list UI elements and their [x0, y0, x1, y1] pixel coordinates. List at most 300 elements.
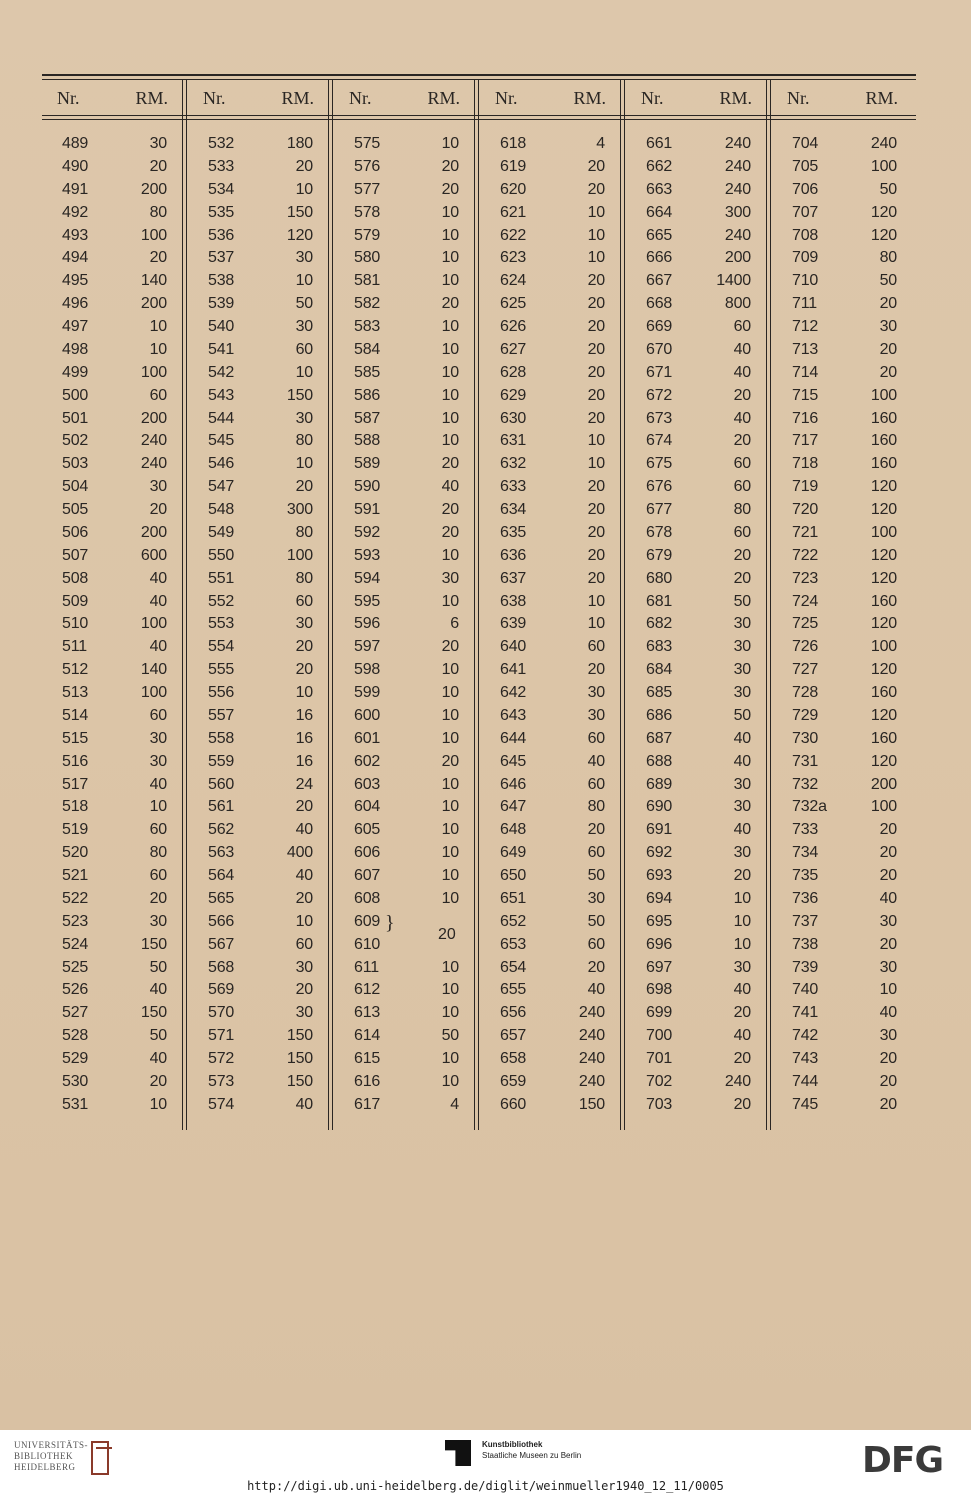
header-nr: Nr. — [349, 88, 372, 108]
table-row — [42, 225, 182, 248]
price-value: 80 — [149, 844, 167, 862]
price-value: 30 — [295, 615, 313, 633]
price-value: 80 — [587, 798, 605, 816]
lot-number: 515 — [62, 729, 89, 747]
table-row — [334, 819, 474, 842]
lot-number: 696 — [646, 935, 673, 953]
price-value: 40 — [733, 729, 751, 747]
price-value: 200 — [140, 180, 167, 198]
lot-number: 504 — [62, 478, 89, 496]
table-row — [42, 957, 182, 980]
price-value: 240 — [724, 226, 751, 244]
table-row — [480, 1002, 620, 1025]
table-row — [626, 270, 766, 293]
price-value: 10 — [441, 889, 459, 907]
lot-number: 629 — [500, 386, 527, 404]
price-value: 240 — [140, 455, 167, 473]
lot-number: 541 — [208, 340, 235, 358]
price-value: 60 — [733, 478, 751, 496]
price-value: 40 — [149, 592, 167, 610]
price-value: 30 — [733, 684, 751, 701]
table-row — [42, 682, 182, 705]
price-value: 240 — [724, 1072, 751, 1090]
price-value: 20 — [587, 821, 605, 839]
price-value: 20 — [441, 180, 459, 198]
table-row — [42, 339, 182, 362]
price-value: 20 — [441, 501, 459, 518]
lot-number: 563 — [208, 844, 235, 862]
price-value: 80 — [295, 432, 313, 450]
lot-number: 600 — [354, 706, 381, 724]
lot-number: 513 — [62, 684, 89, 701]
lot-number: 677 — [646, 501, 673, 518]
price-value: 20 — [295, 478, 313, 496]
price-value: 20 — [587, 340, 605, 358]
lot-number: 585 — [354, 363, 381, 381]
lot-number: 689 — [646, 775, 673, 793]
table-row — [480, 385, 620, 408]
price-value: 100 — [870, 638, 897, 656]
table-row — [480, 957, 620, 980]
lot-number: 728 — [792, 684, 819, 701]
lot-number: 672 — [646, 386, 673, 404]
price-value: 40 — [733, 821, 751, 839]
table-row — [42, 247, 182, 270]
price-value: 100 — [140, 615, 167, 633]
price-value: 150 — [286, 1050, 313, 1067]
lot-number: 684 — [646, 661, 673, 679]
price-value: 20 — [587, 501, 605, 518]
price-value: 40 — [149, 1050, 167, 1067]
lot-number: 519 — [62, 821, 89, 839]
price-value: 240 — [578, 1050, 605, 1067]
price-value: 30 — [879, 1027, 897, 1045]
table-row — [772, 453, 912, 476]
lot-number: 654 — [500, 958, 527, 976]
lot-number: 666 — [646, 249, 673, 267]
lot-number: 502 — [62, 432, 89, 450]
lot-number: 691 — [646, 821, 673, 839]
kunstbibliothek-label — [482, 1439, 581, 1461]
price-value: 150 — [286, 1072, 313, 1090]
table-row — [626, 911, 766, 934]
price-value: 60 — [295, 935, 313, 953]
table-row — [188, 1025, 328, 1048]
price-value: 40 — [295, 821, 313, 839]
table-row — [334, 362, 474, 385]
lot-number: 743 — [792, 1050, 819, 1067]
table-row — [626, 385, 766, 408]
table-row — [626, 796, 766, 819]
price-value: 40 — [295, 867, 313, 884]
price-value: 100 — [870, 523, 897, 541]
price-value: 80 — [295, 523, 313, 541]
table-row — [772, 156, 912, 179]
price-value: 150 — [286, 1027, 313, 1045]
price-value: 10 — [441, 363, 459, 381]
table-row — [42, 1025, 182, 1048]
lot-number: 724 — [792, 592, 819, 610]
price-value: 10 — [149, 340, 167, 358]
table-row — [626, 591, 766, 614]
lot-number: 634 — [500, 501, 527, 518]
lot-number: 685 — [646, 684, 673, 701]
lot-number: 611 — [354, 958, 379, 976]
price-value: 20 — [733, 432, 751, 450]
table-row — [772, 705, 912, 728]
source-url[interactable]: http://digi.ub.uni-heidelberg.de/diglit/weinmueller1940_12_11/0005 — [247, 1479, 724, 1493]
table-row — [480, 339, 620, 362]
table-row — [188, 453, 328, 476]
table-row — [334, 156, 474, 179]
price-value: 30 — [149, 912, 167, 930]
price-value: 600 — [140, 546, 167, 564]
price-value: 150 — [286, 386, 313, 404]
price-column — [480, 82, 620, 1117]
price-value: 16 — [295, 729, 313, 747]
table-row — [42, 202, 182, 225]
price-value: 20 — [879, 363, 897, 381]
lot-number: 534 — [208, 180, 235, 198]
lot-number: 717 — [792, 432, 819, 450]
table-row — [772, 522, 912, 545]
lot-number: 592 — [354, 523, 381, 541]
table-row — [480, 979, 620, 1002]
table-row — [334, 133, 474, 156]
column-separator — [182, 80, 187, 1130]
price-value: 20 — [587, 157, 605, 175]
price-value: 120 — [870, 226, 897, 244]
table-row — [480, 316, 620, 339]
table-row — [42, 179, 182, 202]
lot-number: 719 — [792, 478, 819, 496]
lot-number: 639 — [500, 615, 527, 633]
lot-number: 599 — [354, 684, 381, 701]
table-row — [480, 934, 620, 957]
lot-number: 540 — [208, 318, 235, 335]
table-row — [188, 1048, 328, 1071]
lot-number: 559 — [208, 752, 235, 770]
table-row — [188, 339, 328, 362]
lot-number: 710 — [792, 272, 819, 290]
table-row — [188, 728, 328, 751]
table-row — [772, 339, 912, 362]
price-value: 240 — [578, 1072, 605, 1090]
lot-number: 645 — [500, 752, 527, 770]
price-value: 30 — [295, 409, 313, 427]
lot-number: 619 — [500, 157, 527, 175]
table-row — [188, 293, 328, 316]
price-value: 16 — [295, 752, 313, 770]
lot-number: 667 — [646, 272, 673, 290]
lot-number: 544 — [208, 409, 235, 427]
price-value: 20 — [879, 1095, 897, 1113]
lot-number: 530 — [62, 1072, 89, 1090]
price-value: 4 — [596, 135, 605, 152]
lot-number: 491 — [62, 180, 89, 198]
lot-number: 623 — [500, 249, 527, 267]
price-value: 10 — [441, 409, 459, 427]
price-value: 10 — [149, 798, 167, 816]
lot-number: 688 — [646, 752, 673, 770]
lot-number: 551 — [208, 569, 235, 587]
table-row — [334, 591, 474, 614]
price-value: 100 — [870, 798, 897, 816]
price-value: 4 — [450, 1095, 459, 1113]
table-row — [42, 1071, 182, 1094]
price-column — [772, 82, 912, 1117]
lot-number: 649 — [500, 844, 527, 862]
lot-number: 521 — [62, 867, 89, 884]
table-row — [334, 453, 474, 476]
bracket-609-610: } — [385, 912, 395, 934]
table-row — [626, 842, 766, 865]
university-seal-icon — [88, 1438, 116, 1478]
table-row — [772, 545, 912, 568]
table-row — [42, 1002, 182, 1025]
lot-number: 745 — [792, 1095, 819, 1113]
table-row — [772, 430, 912, 453]
table-row — [188, 385, 328, 408]
price-value: 20 — [879, 935, 897, 953]
price-value: 20 — [587, 478, 605, 496]
price-value: 400 — [286, 844, 313, 862]
column-header — [480, 82, 620, 115]
lot-number: 553 — [208, 615, 235, 633]
table-row — [334, 293, 474, 316]
table-row — [42, 476, 182, 499]
price-value: 100 — [870, 157, 897, 175]
price-value: 20 — [587, 409, 605, 427]
price-value: 1400 — [716, 272, 751, 290]
lot-number: 663 — [646, 180, 673, 198]
price-value: 30 — [879, 318, 897, 335]
price-value: 50 — [733, 592, 751, 610]
price-value: 120 — [870, 501, 897, 518]
table-row — [626, 659, 766, 682]
table-row — [480, 705, 620, 728]
table-row — [334, 476, 474, 499]
lot-number: 587 — [354, 409, 381, 427]
price-value: 40 — [879, 1004, 897, 1022]
price-value: 50 — [441, 1027, 459, 1045]
table-row — [334, 225, 474, 248]
lot-number: 614 — [354, 1027, 381, 1045]
table-row — [42, 911, 182, 934]
price-value: 10 — [733, 935, 751, 953]
lot-number: 660 — [500, 1095, 527, 1113]
lot-number: 518 — [62, 798, 89, 816]
lot-number: 532 — [208, 135, 235, 152]
lot-number: 633 — [500, 478, 527, 496]
price-value: 20 — [441, 455, 459, 473]
lot-number: 528 — [62, 1027, 89, 1045]
price-value: 20 — [879, 844, 897, 862]
price-column — [188, 82, 328, 1117]
table-row — [772, 911, 912, 934]
price-value: 6 — [450, 615, 459, 633]
table-row — [626, 362, 766, 385]
table-row — [334, 430, 474, 453]
price-value: 100 — [140, 684, 167, 701]
price-value: 10 — [587, 203, 605, 221]
lot-number: 658 — [500, 1050, 527, 1067]
lot-number: 676 — [646, 478, 673, 496]
table-row — [772, 1094, 912, 1117]
table-row — [188, 133, 328, 156]
table-row — [480, 270, 620, 293]
price-value: 40 — [733, 981, 751, 999]
table-row — [480, 499, 620, 522]
column-header — [772, 82, 912, 115]
table-row — [334, 957, 474, 980]
lot-number: 697 — [646, 958, 673, 976]
price-value: 20 — [587, 523, 605, 541]
table-row — [480, 728, 620, 751]
kb-title: Kunstbibliothek — [482, 1440, 543, 1449]
lot-number: 640 — [500, 638, 527, 656]
price-value: 10 — [295, 455, 313, 473]
price-value: 10 — [441, 775, 459, 793]
lot-number: 627 — [500, 340, 527, 358]
lot-number: 682 — [646, 615, 673, 633]
lot-number: 588 — [354, 432, 381, 450]
price-value: 60 — [149, 386, 167, 404]
table-row — [480, 591, 620, 614]
lot-number: 604 — [354, 798, 381, 816]
lot-number: 597 — [354, 638, 381, 656]
price-value: 20 — [295, 981, 313, 999]
table-row — [334, 774, 474, 797]
lot-number: 570 — [208, 1004, 235, 1022]
dfg-logo: DFG — [862, 1440, 944, 1481]
price-value: 200 — [140, 523, 167, 541]
price-value: 120 — [870, 752, 897, 770]
price-value: 10 — [295, 272, 313, 290]
lot-number: 606 — [354, 844, 381, 862]
price-value: 160 — [870, 432, 897, 450]
table-row — [188, 1002, 328, 1025]
lot-number: 698 — [646, 981, 673, 999]
lot-number: 572 — [208, 1050, 235, 1067]
price-value: 100 — [140, 226, 167, 244]
price-value: 20 — [295, 889, 313, 907]
price-value: 120 — [870, 615, 897, 633]
price-value: 20 — [879, 295, 897, 313]
lot-number: 716 — [792, 409, 819, 427]
lot-number: 573 — [208, 1072, 235, 1090]
lot-number: 695 — [646, 912, 673, 930]
lot-number: 686 — [646, 706, 673, 724]
lot-number: 489 — [62, 135, 89, 152]
lot-number: 632 — [500, 455, 527, 473]
price-value: 20 — [879, 340, 897, 358]
lot-number: 523 — [62, 912, 89, 930]
lot-number: 648 — [500, 821, 527, 839]
table-row — [480, 202, 620, 225]
lot-number: 722 — [792, 546, 819, 564]
lot-number: 665 — [646, 226, 673, 244]
lot-number: 711 — [792, 295, 817, 313]
lot-number: 581 — [354, 272, 381, 290]
table-row — [334, 636, 474, 659]
price-value: 10 — [441, 1072, 459, 1090]
lot-number: 618 — [500, 135, 527, 152]
table-row — [772, 934, 912, 957]
table-row — [42, 133, 182, 156]
table-row — [188, 888, 328, 911]
table-row — [626, 545, 766, 568]
table-row — [334, 339, 474, 362]
price-value: 20 — [733, 546, 751, 564]
lot-number: 535 — [208, 203, 235, 221]
table-row — [42, 751, 182, 774]
table-row — [626, 225, 766, 248]
table-row — [188, 202, 328, 225]
price-value: 80 — [149, 203, 167, 221]
table-row — [188, 705, 328, 728]
lot-number: 554 — [208, 638, 235, 656]
price-value: 10 — [587, 226, 605, 244]
price-value: 16 — [295, 706, 313, 724]
table-row — [188, 591, 328, 614]
price-value: 20 — [441, 295, 459, 313]
price-value: 30 — [879, 912, 897, 930]
table-row — [480, 636, 620, 659]
table-row — [334, 545, 474, 568]
lot-number: 709 — [792, 249, 819, 267]
price-value: 30 — [149, 478, 167, 496]
price-value: 10 — [441, 249, 459, 267]
table-row — [626, 499, 766, 522]
table-row — [480, 225, 620, 248]
table-row — [42, 545, 182, 568]
price-value: 40 — [587, 981, 605, 999]
lot-number: 681 — [646, 592, 673, 610]
table-row — [772, 636, 912, 659]
lot-number: 596 — [354, 615, 381, 633]
lot-number: 522 — [62, 889, 89, 907]
table-row — [772, 225, 912, 248]
lot-number: 732a — [792, 798, 827, 816]
price-value: 160 — [870, 592, 897, 610]
table-row — [480, 522, 620, 545]
table-row — [42, 408, 182, 431]
lot-number: 664 — [646, 203, 673, 221]
price-value: 30 — [149, 729, 167, 747]
price-value: 50 — [587, 867, 605, 884]
table-row — [626, 247, 766, 270]
kunstbibliothek-logo-icon — [445, 1440, 471, 1466]
price-value: 20 — [587, 180, 605, 198]
table-row — [334, 728, 474, 751]
price-value: 120 — [870, 546, 897, 564]
table-row — [188, 499, 328, 522]
lot-number: 713 — [792, 340, 819, 358]
lot-number: 556 — [208, 684, 235, 701]
lot-number: 744 — [792, 1072, 819, 1090]
table-row — [480, 911, 620, 934]
table-row — [42, 453, 182, 476]
price-value: 10 — [441, 684, 459, 701]
lot-number: 687 — [646, 729, 673, 747]
lot-number: 506 — [62, 523, 89, 541]
price-value: 10 — [587, 592, 605, 610]
table-row — [188, 156, 328, 179]
price-value: 10 — [441, 844, 459, 862]
table-row — [480, 1025, 620, 1048]
price-value: 40 — [149, 638, 167, 656]
